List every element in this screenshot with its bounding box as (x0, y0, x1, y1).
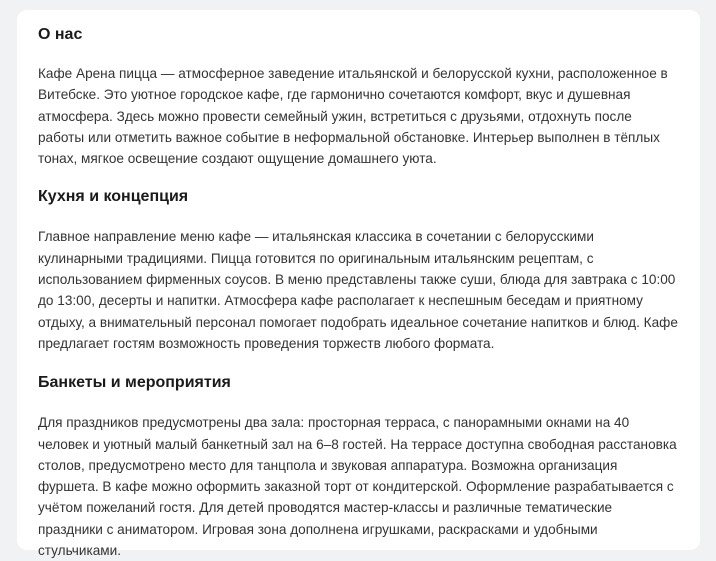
section-heading-about: О нас (38, 26, 83, 43)
section-heading-banquets: Банкеты и мероприятия (38, 374, 231, 392)
section-text-about: Кафе Арена пицца — атмосферное заведение итальянской и белорусской кухни, расположенное в Витебске. Это уютное городское кафе, где гармонично сочетаются комфорт, вкус и душевная атмосфера. Здесь можно провести семейный ужин, встретиться с друзьями, отдохнуть после работы или отметить важное событие в неформальной обстановке. Интерьер выполнен в тёплых тонах, мягкое освещение создают ощущение домашнего уюта. (38, 66, 668, 167)
section-text-banquets: Для праздников предусмотрены два зала: просторная терраса, с панорамными окнами на 40 человек и уютный малый банкетный зал на 6–8 гостей. На террасе доступна свободная расстановка столов, предусмотрено место для танцпола и звуковая аппаратура. Возможна организация фуршета. В кафе можно оформить заказной торт от кондитерской. Оформление разрабатывается с учётом пожеланий гостя. Для детей проводятся мастер-классы и различные тематические праздники с аниматором. Игровая зона дополнена игрушками, раскрасками и удобными стульчиками. (38, 415, 677, 559)
about-card (17, 10, 700, 559)
section-heading-cuisine: Кухня и концепция (38, 188, 189, 206)
section-text-cuisine: Главное направление меню кафе — итальянская классика в сочетании с белорусскими кулинарными традициями. Пицца готовится по оригинальным итальянским рецептам, с использованием фирменных соусов. В меню представлены также суши, блюда для завтрака с 10:00 до 13:00, десерты и напитки. Атмосфера кафе располагает к неспешным беседам и приятному отдыху, а внимательный персонал помогает подобрать идеальное сочетание напитков и блюд. Кафе предлагает гостям возможность проведения торжеств любого формата. (38, 229, 678, 351)
